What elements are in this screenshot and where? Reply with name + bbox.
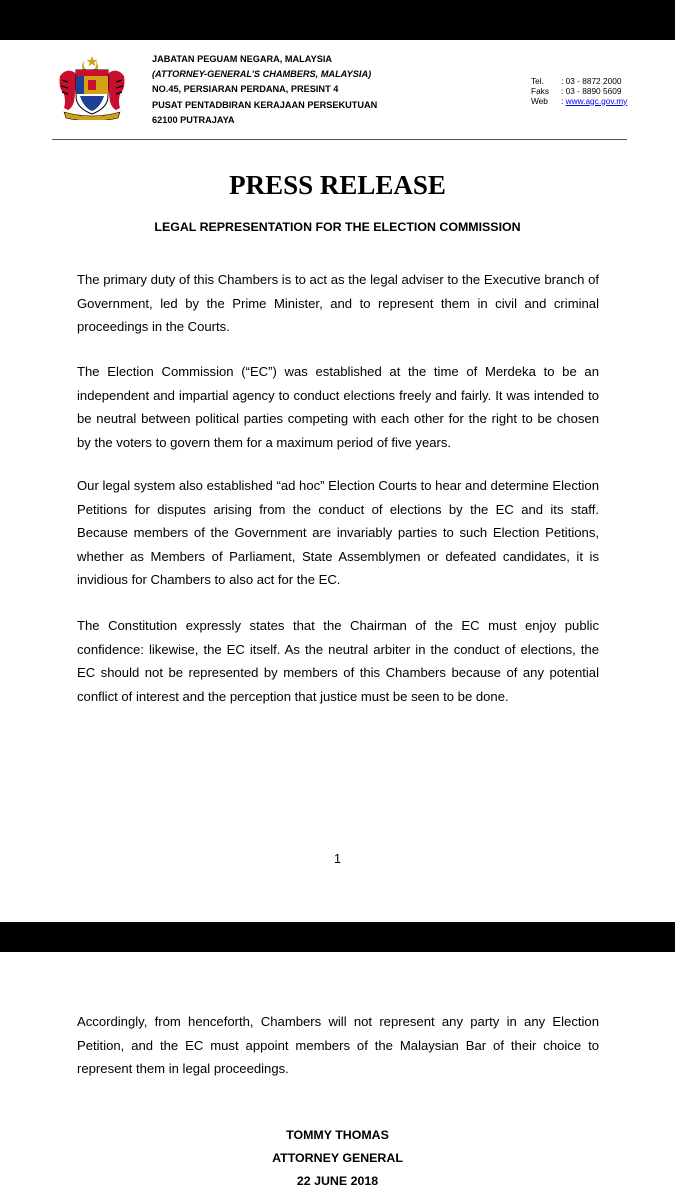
document-subtitle: LEGAL REPRESENTATION FOR THE ELECTION COMMISSION — [154, 220, 521, 234]
page-title: PRESS RELEASE — [229, 170, 446, 200]
paragraph-3: Our legal system also established “ad hoc” Election Courts to hear and determine Election Petitions for disputes arising from the conduct of elections by the EC and its staff. Because members of the Government are invariably parties to such Election Petitions, whether as Members of Parliament, State Assemblymen or defeated candidates, it is invidious for Chambers to also act for the EC. — [77, 478, 599, 587]
organization-address — [152, 52, 377, 128]
org-name-english: (ATTORNEY-GENERAL’S CHAMBERS, MALAYSIA) — [152, 69, 372, 80]
paragraph-1: The primary duty of this Chambers is to act as the legal adviser to the Executive branch of Government, led by the Prime Minister, and to represent them in civil and criminal proceedings in the Courts. — [77, 272, 599, 334]
web-separator: : — [561, 95, 566, 106]
page-break-bar — [0, 922, 675, 952]
web-label: Web — [531, 95, 548, 106]
address-line-2: PUSAT PENTADBIRAN KERAJAAN PERSEKUTUAN — [152, 99, 378, 110]
signatory-name: TOMMY THOMAS — [286, 1128, 389, 1142]
letterhead — [52, 52, 637, 132]
letterhead-divider — [52, 139, 627, 140]
fax-value: : 03 - 8890 5609 — [561, 85, 622, 96]
tel-label: Tel. — [531, 76, 544, 86]
paragraph-5: Accordingly, from henceforth, Chambers will not represent any party in any Election Petition, and the EC must appoint members of the Malaysian Bar of their choice to represent them in legal proceedings. — [77, 1014, 599, 1076]
signatory-position: ATTORNEY GENERAL — [272, 1151, 403, 1165]
paragraph-2: The Election Commission (“EC”) was established at the time of Merdeka to be an independent and impartial agency to conduct elections freely and fairly. It was intended to be neutral between political parties competing with each other for the right to be chosen by the voters to govern them for a maximum period of five years. — [77, 364, 599, 450]
fax-label: Faks — [531, 85, 549, 96]
page-number: 1 — [334, 852, 341, 866]
address-line-3: 62100 PUTRAJAYA — [152, 114, 235, 125]
website-link[interactable]: www.agc.gov.my — [565, 95, 628, 106]
paragraph-4: The Constitution expressly states that the Chairman of the EC must enjoy public confidence: likewise, the EC itself. As the neutral arbiter in the conduct of elections, the EC should not be represented by members of this Chambers because of any potential conflict of interest and the perception that justice must be seen to be done. — [77, 618, 599, 704]
address-line-1: NO.45, PERSIARAN PERDANA, PRESINT 4 — [152, 84, 339, 95]
org-name-malay: JABATAN PEGUAM NEGARA, MALAYSIA — [152, 54, 333, 64]
contact-info — [531, 77, 627, 106]
top-black-bar — [0, 0, 675, 40]
malaysia-coat-of-arms-icon — [52, 54, 132, 120]
web-row — [531, 97, 627, 107]
signature-date: 22 JUNE 2018 — [296, 1174, 379, 1188]
tel-value: : 03 - 8872 2000 — [561, 76, 622, 86]
